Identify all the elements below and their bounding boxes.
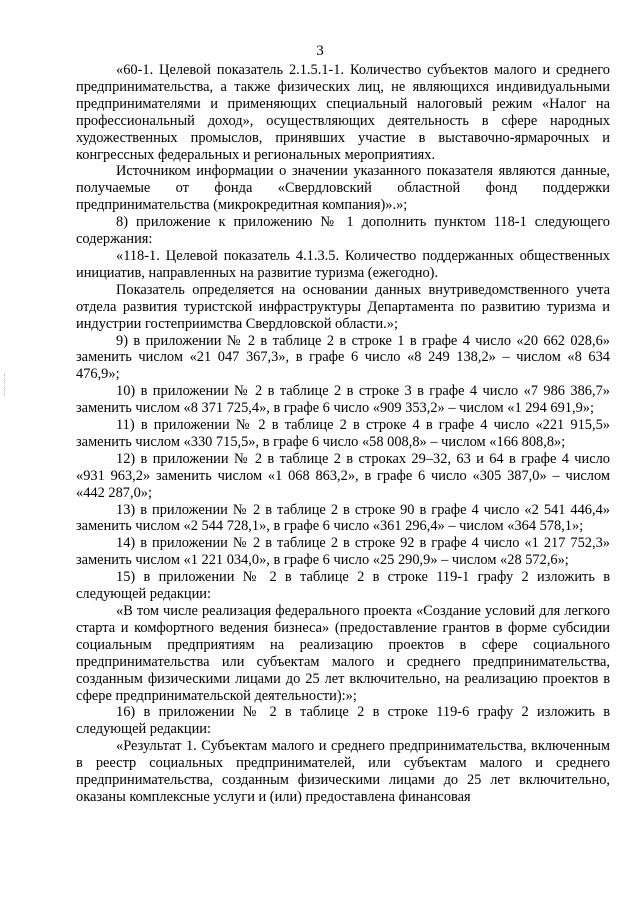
paragraph: «В том числе реализация федерального проекта «Создание условий для легкого старта и комфортного ведения бизнеса» (предоставление грантов в форме субсидии социальным предприятиям на реализацию проектов в сфере социального предпринимательства или субъектам малого и среднего предпринимательства, созданным физическими лицами до 25 лет включительно, на реализацию проектов в сфере предпринимательской деятельности):»;	[76, 603, 610, 704]
paragraph: «118-1. Целевой показатель 4.1.3.5. Количество поддержанных общественных инициатив, направленных на развитие туризма (ежегодно).	[76, 247, 610, 281]
paragraph: 15) в приложении № 2 в таблице 2 в строке 119-1 графу 2 изложить в следующей редакции:	[76, 569, 610, 603]
margin-mark	[4, 374, 6, 396]
paragraph: 14) в приложении № 2 в таблице 2 в строке 92 в графе 4 число «1 217 752,3» заменить числом «1 221 034,0», в графе 6 число «25 290,9» – числом «28 572,6»;	[76, 535, 610, 569]
document-body	[76, 62, 610, 806]
paragraph: Показатель определяется на основании данных внутриведомственного учета отдела развития туристской инфраструктуры Департамента по развитию туризма и индустрии гостеприимства Свердловской области.»;	[76, 281, 610, 332]
paragraph: 16) в приложении № 2 в таблице 2 в строке 119-6 графу 2 изложить в следующей редакции:	[76, 704, 610, 738]
paragraph: 10) в приложении № 2 в таблице 2 в строке 3 в графе 4 число «7 986 386,7» заменить числом «8 371 725,4», в графе 6 число «909 353,2» – числом «1 294 691,9»;	[76, 383, 610, 417]
paragraph: Источником информации о значении указанного показателя являются данные, получаемые от фонда «Свердловский областной фонд поддержки предпринимательства (микрокредитная компания)».»;	[76, 163, 610, 214]
paragraph: 13) в приложении № 2 в таблице 2 в строке 90 в графе 4 число «2 541 446,4» заменить числом «2 544 728,1», в графе 6 число «361 296,4» – числом «364 578,1»;	[76, 501, 610, 535]
paragraph: «Результат 1. Субъектам малого и среднего предпринимательства, включенным в реестр социальных предпринимателей, или субъектам малого и среднего предпринимательства, созданным физическими лицами до 25 лет включительно, оказаны комплексные услуги и (или) предоставлена финансовая	[76, 738, 610, 805]
paragraph: 9) в приложении № 2 в таблице 2 в строке 1 в графе 4 число «20 662 028,6» заменить числом «21 047 367,3», в графе 6 число «8 249 138,2» – числом «8 634 476,9»;	[76, 332, 610, 383]
paragraph: «60-1. Целевой показатель 2.1.5.1-1. Количество субъектов малого и среднего предпринимательства, а также физических лиц, не являющихся индивидуальными предпринимателями и применяющих специальный налоговый режим «Налог на профессиональный доход», осуществляющих деятельность в сфере народных художественных промыслов, принявших участие в выставочно-ярмарочных и конгрессных федеральных и региональных мероприятиях.	[76, 62, 610, 163]
page-number: 3	[316, 43, 324, 59]
paragraph: 8) приложение к приложению № 1 дополнить пунктом 118-1 следующего содержания:	[76, 214, 610, 248]
paragraph: 11) в приложении № 2 в таблице 2 в строке 4 в графе 4 число «221 915,5» заменить числом «330 715,5», в графе 6 число «58 008,8» – числом «166 808,8»;	[76, 417, 610, 450]
paragraph: 12) в приложении № 2 в таблице 2 в строках 29–32, 63 и 64 в графе 4 число «931 963,2» заменить числом «1 068 863,2», в графе 6 число «305 387,0» – числом «442 287,0»;	[76, 450, 610, 501]
